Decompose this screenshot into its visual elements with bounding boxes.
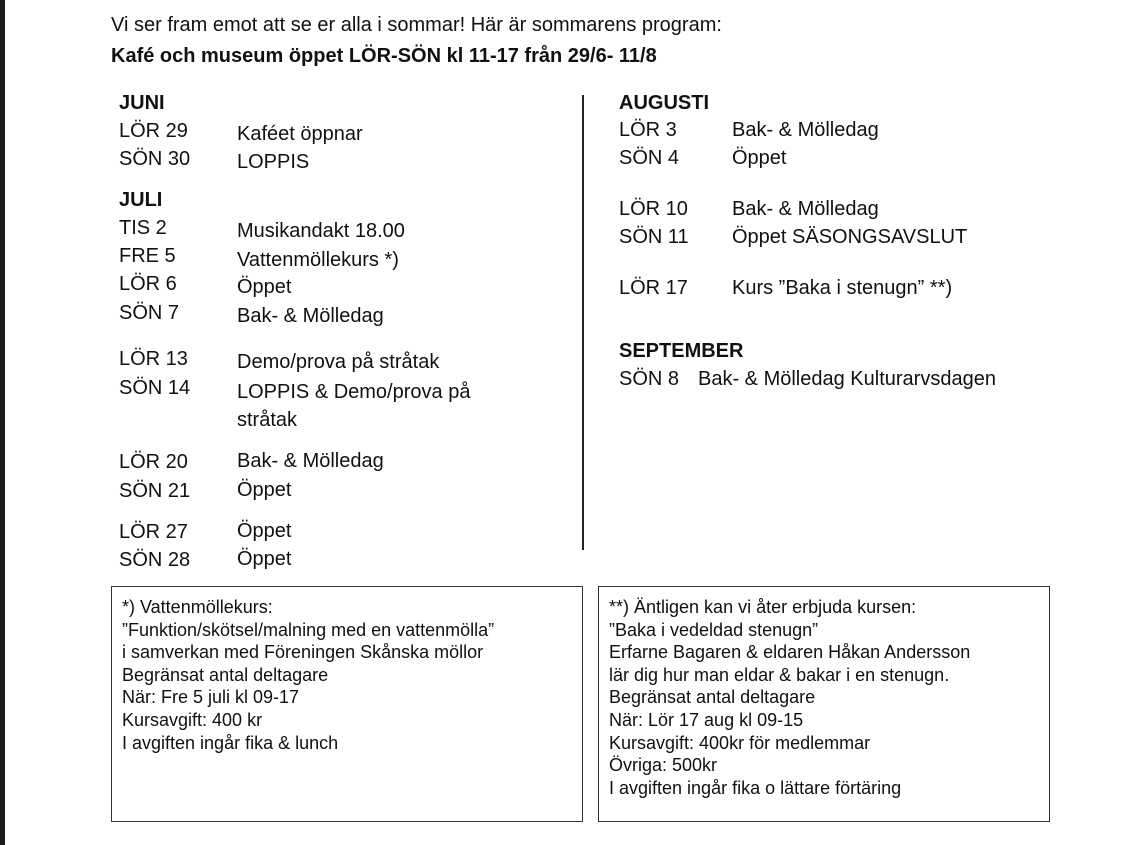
month-heading-september: SEPTEMBER [619, 340, 744, 362]
schedule-day: LÖR 20 [119, 451, 188, 473]
schedule-event: Öppet [732, 147, 787, 169]
schedule-day: SÖN 14 [119, 377, 191, 399]
note-line: I avgiften ingår fika & lunch [122, 732, 339, 753]
note-line: Erfarne Bagaren & eldaren Håkan Andersson [609, 642, 971, 663]
note-line: Kursavgift: 400 kr [122, 709, 263, 730]
month-heading-juli: JULI [119, 189, 163, 211]
schedule-event: Kaféet öppnar [237, 123, 363, 145]
note-line: **) Äntligen kan vi åter erbjuda kursen: [609, 597, 917, 617]
schedule-event: Öppet [237, 520, 292, 542]
schedule-event: Bak- & Mölledag [237, 305, 384, 327]
schedule-event: Bak- & Mölledag [732, 198, 879, 220]
schedule-event: Musikandakt 18.00 [237, 220, 405, 242]
schedule-day: SÖN 7 [119, 302, 180, 324]
note-box-stenugn [598, 586, 1050, 822]
schedule-event-continued: stråtak [237, 409, 298, 431]
schedule-event: Bak- & Mölledag Kulturarvsdagen [698, 368, 996, 390]
note-line: Begränsat antal deltagare [609, 687, 816, 708]
schedule-day: LÖR 29 [119, 120, 188, 142]
schedule-day: LÖR 10 [619, 198, 688, 220]
schedule-day: LÖR 3 [619, 119, 677, 141]
opening-hours: Kafé och museum öppet LÖR-SÖN kl 11-17 från 29/6- 11/8 [111, 45, 657, 67]
note-line: i samverkan med Föreningen Skånska möllor [122, 642, 484, 663]
column-divider [582, 95, 584, 550]
schedule-day: LÖR 27 [119, 521, 188, 543]
schedule-event: Öppet [237, 276, 292, 298]
schedule-event: Bak- & Mölledag [732, 119, 879, 141]
note-box-vattenmollekurs [111, 586, 583, 822]
page-edge [0, 0, 5, 845]
note-line: I avgiften ingår fika o lättare förtäring [609, 777, 902, 798]
note-line: ”Baka i vedeldad stenugn” [609, 619, 819, 640]
note-line: När: Fre 5 juli kl 09-17 [122, 687, 300, 708]
schedule-day: LÖR 6 [119, 273, 177, 295]
intro-text: Vi ser fram emot att se er alla i sommar! Här är sommarens program: [111, 14, 722, 36]
schedule-event: LOPPIS [237, 151, 310, 173]
note-line: Övriga: 500kr [609, 755, 718, 776]
schedule-event: Vattenmöllekurs *) [237, 249, 399, 271]
note-line: Kursavgift: 400kr för medlemmar [609, 732, 871, 753]
schedule-event: Öppet [237, 479, 292, 501]
schedule-day: SÖN 30 [119, 148, 191, 170]
schedule-day: SÖN 4 [619, 147, 680, 169]
schedule-event: Kurs ”Baka i stenugn” **) [732, 277, 953, 299]
schedule-day: LÖR 13 [119, 348, 188, 370]
schedule-day: TIS 2 [119, 217, 167, 239]
month-heading-juni: JUNI [119, 92, 165, 114]
note-line: När: Lör 17 aug kl 09-15 [609, 709, 804, 730]
schedule-day: SÖN 11 [619, 226, 689, 248]
schedule-day: FRE 5 [119, 245, 176, 267]
schedule-event: Öppet SÄSONGSAVSLUT [732, 226, 968, 248]
schedule-event: LOPPIS & Demo/prova på [237, 381, 471, 403]
note-line: *) Vattenmöllekurs: [122, 597, 273, 617]
schedule-event: Bak- & Mölledag [237, 450, 384, 472]
schedule-day: SÖN 8 [619, 368, 680, 390]
note-line: lär dig hur man eldar & bakar i en stenugn. [609, 664, 950, 685]
note-line: ”Funktion/skötsel/malning med en vattenmölla” [122, 619, 495, 640]
schedule-event: Öppet [237, 548, 292, 570]
schedule-day: SÖN 21 [119, 480, 191, 502]
schedule-day: LÖR 17 [619, 277, 688, 299]
month-heading-augusti: AUGUSTI [619, 92, 709, 114]
note-line: Begränsat antal deltagare [122, 664, 329, 685]
schedule-event: Demo/prova på stråtak [237, 351, 440, 373]
schedule-day: SÖN 28 [119, 549, 191, 571]
